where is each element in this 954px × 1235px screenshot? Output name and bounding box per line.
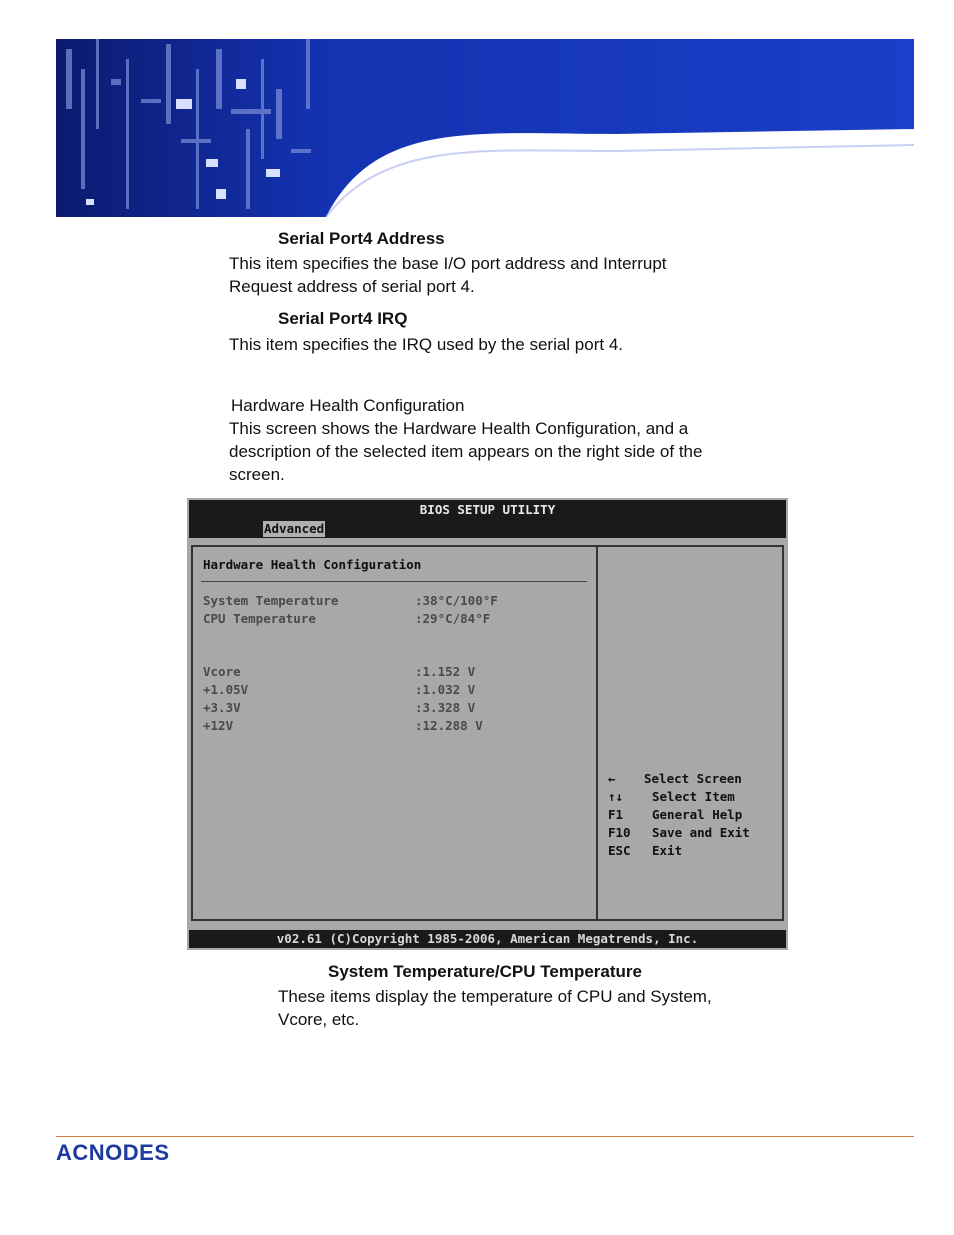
acnodes-logo-mark (56, 1140, 216, 1164)
header-banner (56, 39, 914, 217)
help-desc: Select Screen (644, 771, 742, 786)
bios-help-panel (596, 545, 784, 921)
section-heading-hardware-health: Hardware Health Configuration (231, 396, 465, 415)
help-desc: Select Item (652, 789, 735, 804)
vcore-value: :1.152 V (415, 664, 476, 679)
f10-key: F10 (608, 825, 631, 840)
paragraph-line: This item specifies the base I/O port address and Interrupt (229, 254, 667, 273)
v105-label: +1.05V (203, 682, 249, 697)
bios-section-title: Hardware Health Configuration (203, 557, 422, 572)
acnodes-logo (56, 1140, 216, 1169)
v33-label: +3.3V (203, 700, 241, 715)
cpu-temperature-value: :29°C/84°F (415, 611, 491, 626)
tab-advanced[interactable]: Advanced (264, 521, 325, 536)
logo-text: ACNODES (56, 1140, 170, 1164)
esc-key: ESC (608, 843, 631, 858)
circuit-board-graphic (56, 39, 914, 217)
v12-label: +12V (203, 718, 234, 733)
cpu-temperature-label: CPU Temperature (203, 611, 316, 626)
paragraph-line: This item specifies the IRQ used by the serial port 4. (229, 335, 624, 354)
paragraph-line: Request address of serial port 4. (229, 277, 475, 296)
bios-main-panel (191, 545, 598, 921)
help-desc: Exit (652, 843, 683, 858)
section-heading-serial-port4-address: Serial Port4 Address (278, 229, 445, 248)
paragraph-line: Vcore, etc. (278, 1010, 360, 1029)
system-temperature-value: :38°C/100°F (415, 593, 498, 608)
system-temperature-label: System Temperature (203, 593, 339, 608)
help-desc: General Help (652, 807, 743, 822)
v105-value: :1.032 V (415, 682, 476, 697)
vcore-label: Vcore (203, 664, 241, 679)
f1-key: F1 (608, 807, 624, 822)
v33-value: :3.328 V (415, 700, 476, 715)
footer-divider (56, 1136, 914, 1137)
section-heading-serial-port4-irq: Serial Port4 IRQ (278, 309, 408, 328)
divider (201, 581, 587, 582)
section-heading-system-cpu-temperature: System Temperature/CPU Temperature (328, 962, 642, 981)
paragraph-line: This screen shows the Hardware Health Configuration, and a (229, 419, 689, 438)
bios-tab-bar (189, 520, 786, 538)
paragraph-line: These items display the temperature of CPU and System, (278, 987, 712, 1006)
help-desc: Save and Exit (652, 825, 750, 840)
paragraph-line: screen. (229, 465, 285, 484)
paragraph-line: description of the selected item appears on the right side of the (229, 442, 703, 461)
bios-title: BIOS SETUP UTILITY (189, 500, 786, 520)
bios-screenshot (187, 498, 788, 950)
bios-copyright: v02.61 (C)Copyright 1985-2006, American Megatrends, Inc. (189, 930, 786, 948)
up-down-arrow-key: ↑↓ (608, 789, 624, 804)
left-arrow-key: ← (608, 771, 616, 786)
v12-value: :12.288 V (415, 718, 483, 733)
